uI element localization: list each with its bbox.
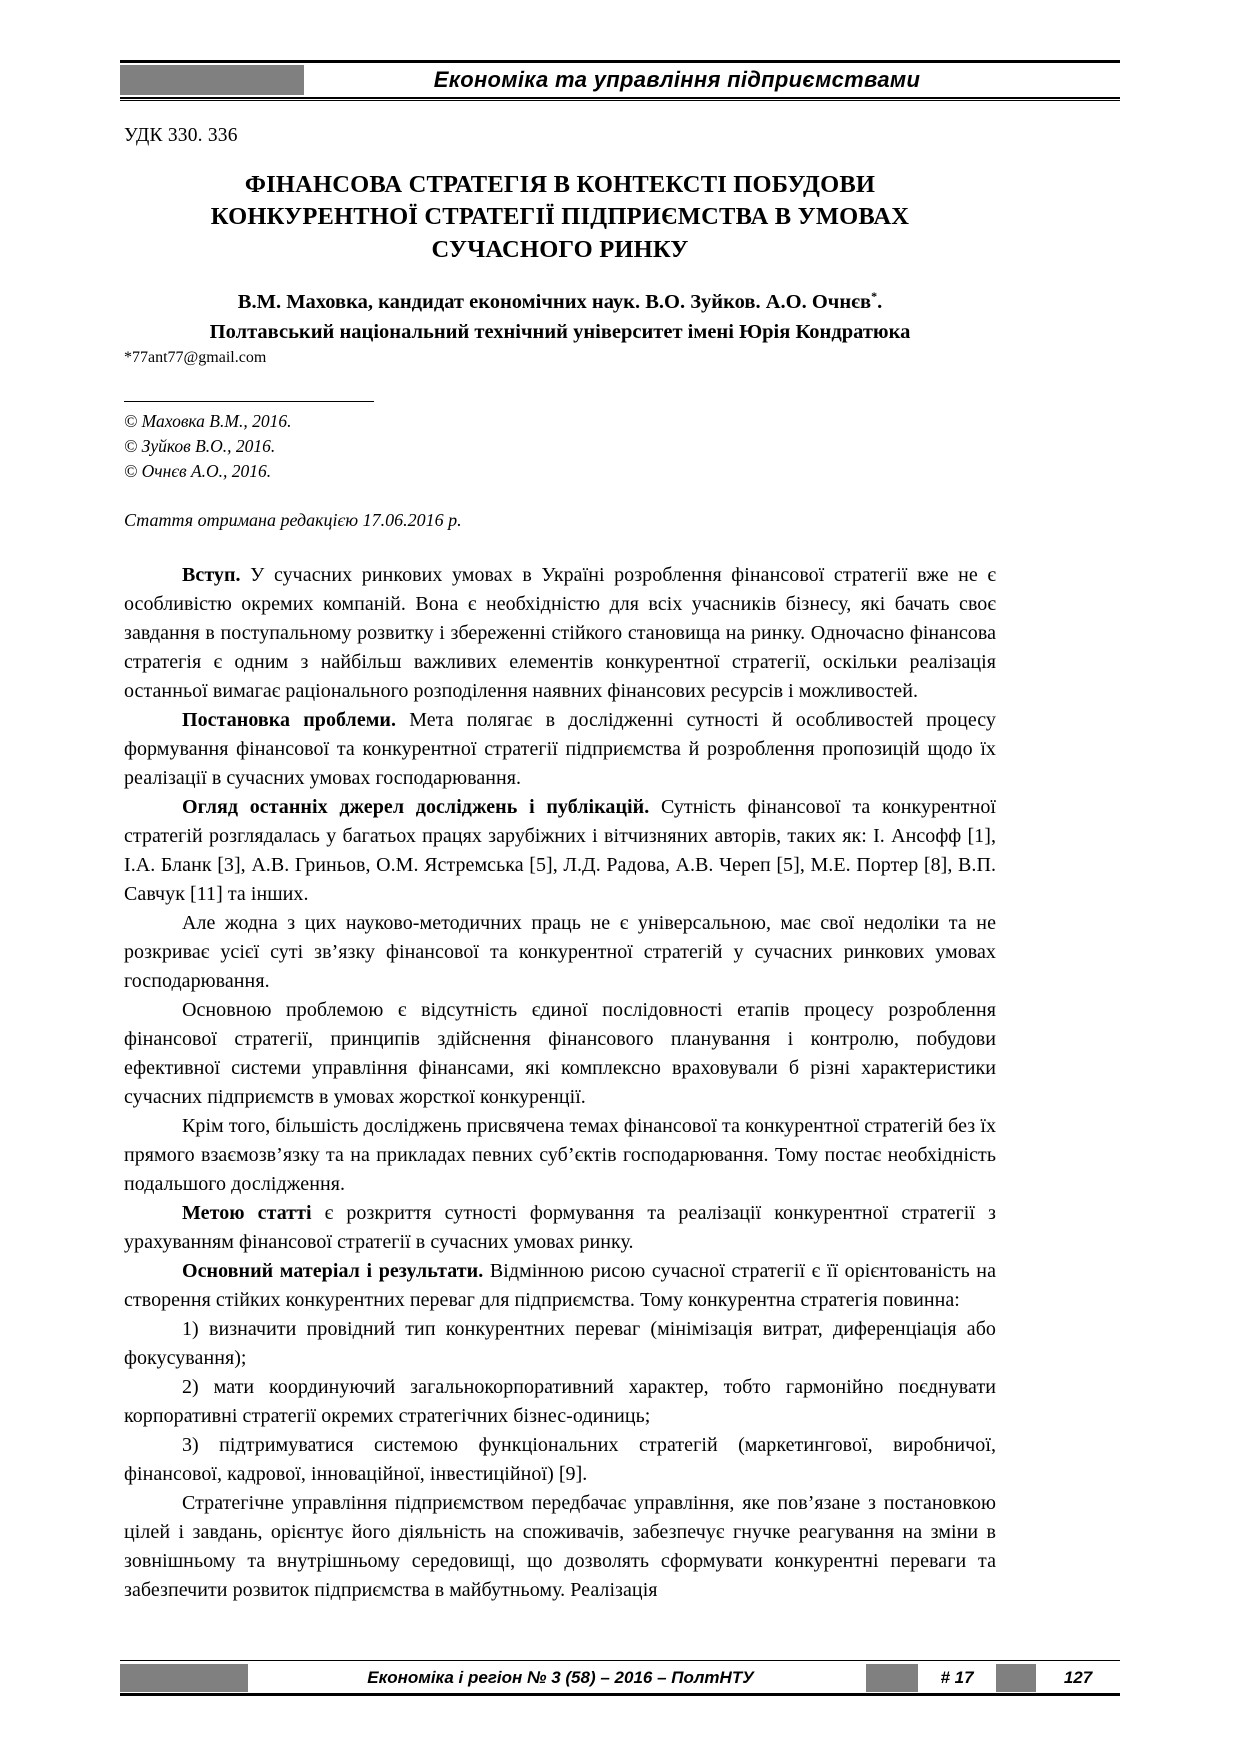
udk-code: УДК 330. 336	[124, 125, 238, 146]
paragraph-literature-review	[124, 793, 996, 909]
footer-bar	[120, 1664, 1120, 1692]
running-head	[120, 60, 1120, 101]
paragraph-aim	[124, 1199, 996, 1257]
footer-rule-top	[120, 1660, 1120, 1662]
header-gray-swatch	[120, 65, 304, 95]
paragraph-text: У сучасних ринкових умовах в Україні розроблення фінансової стратегії вже не є особливістю окремих компаній. Вона є необхідністю для всіх учасників бізнесу, які бачать своє завдання в поступальному розвитку і збереженні стійкого становища на ринку. Одночасно фінансова стратегія є одним з найбільш важливих елементів конкурентної стратегії, оскільки реалізація останньої вимагає раціонального розподілення наявних фінансових ресурсів і можливостей.	[124, 564, 996, 703]
article-body	[124, 561, 996, 1605]
author-trailing-punct: .	[877, 290, 883, 313]
paragraph-text: Мета полягає в дослідженні сутності й особливостей процесу формування фінансової та конкурентної стратегії підприємства й розроблення пропозицій щодо їх реалізації в сучасних умовах господарювання.	[124, 709, 996, 790]
paragraph-problem-statement	[124, 706, 996, 793]
paragraph-main-results	[124, 1257, 996, 1315]
footer-gray-swatch-mid-2	[996, 1664, 1036, 1692]
copyright-line: © Маховка В.М., 2016.	[124, 410, 292, 431]
header-bar	[120, 63, 1120, 97]
article-title: ФІНАНСОВА СТРАТЕГІЯ В КОНТЕКСТІ ПОБУДОВИ КОНКУРЕНТНОЇ СТРАТЕГІЇ ПІДПРИЄМСТВА В УМОВАХ СУЧАСНОГО РИНКУ	[210, 171, 910, 263]
footer-journal-line: Економіка і регіон № 3 (58) – 2016 – ПолтНТУ	[367, 1668, 754, 1687]
contact-email[interactable]: *77ant77@gmail.com	[124, 348, 267, 366]
paragraph-strategic-management: Стратегічне управління підприємством передбачає управління, яке пов’язане з постановкою цілей і завдань, орієнтує його діяльність на споживачів, забезпечує гнучке реагування на зміни в зовнішньому та внутрішньому середовищі, що дозволять сформувати конкурентні переваги та забезпечити розвиток підприємства в майбутньому. Реалізація	[124, 1492, 996, 1602]
footer-issue-mark: # 17	[940, 1668, 974, 1687]
list-item-2: 2) мати координуючий загальнокорпоративний характер, тобто гармонійно поєднувати корпоративні стратегії окремих стратегічних бізнес-одиниць;	[124, 1376, 996, 1428]
article-content	[124, 125, 996, 1605]
copyright-line: © Зуйков В.О., 2016.	[124, 435, 276, 456]
author-footnote-mark: *	[871, 288, 878, 303]
running-head-title: Економіка та управління підприємствами	[433, 67, 921, 92]
footer-gray-swatch-left	[120, 1664, 248, 1692]
paragraph-gap: Але жодна з цих науково-методичних праць не є універсальною, має свої недоліки та не розкриває усієї суті зв’язку фінансової та конкурентної стратегій у сучасних ринкових умовах господарювання.	[124, 912, 996, 993]
page-footer	[120, 1660, 1120, 1696]
copyright-line: © Очнєв А.О., 2016.	[124, 460, 272, 481]
paragraph-lead-label: Метою статті	[182, 1202, 312, 1225]
footer-page-number: 127	[1063, 1668, 1093, 1687]
paragraph-text: Сутність фінансової та конкурентної стратегій розглядалась у багатьох працях зарубіжних і вітчизняних авторів, таких як: І. Ансофф [1], І.А. Бланк [3], А.В. Гриньов, О.М. Ястремська [5], Л.Д. Радова, А.В. Череп [5], М.Е. Портер [8], В.П. Савчук [11] та інших.	[124, 796, 997, 906]
paragraph-main-problem: Основною проблемою є відсутність єдиної послідовності етапів процесу розроблення фінансової стратегії, принципів здійснення фінансового планування і контролю, побудови ефективної системи управління фінансами, які комплексно враховували б різні характеристики сучасних підприємств в умовах жорсткої конкуренції.	[124, 999, 996, 1109]
footer-gray-swatch-mid	[866, 1664, 918, 1692]
paragraph-text: є розкриття сутності формування та реалізації конкурентної стратегії з урахуванням фінансової стратегії в сучасних умовах ринку.	[124, 1202, 996, 1254]
paragraph-further-research: Крім того, більшість досліджень присвячена темах фінансової та конкурентної стратегій без їх прямого взаємозв’язку та на прикладах певних суб’єктів господарювання. Тому постає необхідність подальшого дослідження.	[124, 1115, 996, 1196]
paragraph-lead-label: Основний матеріал і результати.	[182, 1260, 484, 1283]
paragraph-text: Відмінною рисою сучасної стратегії є її орієнтованість на створення стійких конкурентних переваг для підприємства. Тому конкурентна стратегія повинна:	[124, 1260, 996, 1312]
author-list	[124, 288, 996, 317]
author-names: В.М. Маховка, кандидат економічних наук. В.О. Зуйков. А.О. Очнєв	[237, 290, 872, 313]
author-affiliation: Полтавський національний технічний університет імені Юрія Кондратюка	[209, 320, 911, 343]
footer-spacer-1	[248, 1664, 255, 1692]
paragraph-lead-label: Постановка проблеми.	[182, 709, 397, 732]
received-date: Стаття отримана редакцією 17.06.2016 р.	[124, 510, 462, 531]
list-item-3: 3) підтримуватися системою функціональних стратегій (маркетингової, виробничої, фінансової, кадрової, інноваційної, інвестиційної) [9].	[124, 1434, 996, 1486]
paragraph-lead-label: Огляд останніх джерел досліджень і публікацій.	[182, 796, 650, 819]
paragraph-lead-label: Вступ.	[182, 564, 241, 587]
header-rule-bottom	[120, 97, 1120, 101]
copyright-divider	[124, 401, 374, 402]
paragraph-intro	[124, 561, 996, 706]
footer-rule-bottom	[120, 1693, 1120, 1696]
list-item-1: 1) визначити провідний тип конкурентних переваг (мінімізація витрат, диференціація або фокусування);	[124, 1318, 996, 1370]
